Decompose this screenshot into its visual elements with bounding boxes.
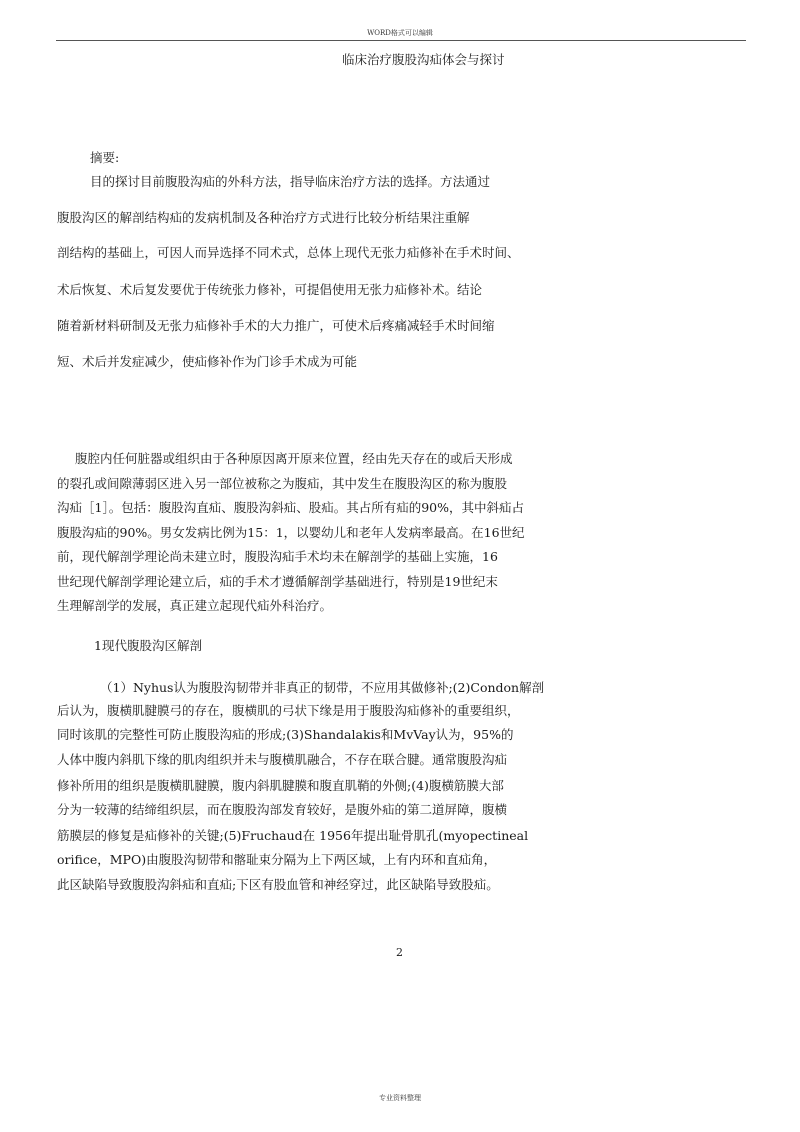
intro-line: 生理解剖学的发展，真正建立起现代疝外科治疗。 [57,598,333,613]
section-line: 此区缺陷导致腹股沟斜疝和直疝;下区有股血管和神经穿过，此区缺陷导致股疝。 [57,877,499,892]
section-line: 筋膜层的修复是疝修补的关键;(5)Fruchaud在 1956年提出耻骨肌孔(myopectineal [57,828,529,843]
section-line: 人体中腹内斜肌下缘的肌肉组织并未与腹横肌融合，不存在联合腱。通常腹股沟疝 [57,752,508,767]
intro-line: 前，现代解剖学理论尚未建立时，腹股沟疝手术均未在解剖学的基础上实施，16 [57,549,498,564]
header-note: WORD格式可以编辑 [367,29,433,37]
abstract-line: 术后恢复、术后复发要优于传统张力修补，可提倡使用无张力疝修补术。结论 [57,282,483,297]
section-line: 修补所用的组织是腹横肌腱膜，腹内斜肌腱膜和腹直肌鞘的外侧;(4)腹横筋膜大部 [57,778,504,793]
abstract-line: 腹股沟区的解剖结构疝的发病机制及各种治疗方式进行比较分析结果注重解 [57,210,470,225]
section-heading: 1现代腹股沟区解剖 [94,638,202,653]
intro-line: 沟疝［1］。包括：腹股沟直疝、腹股沟斜疝、股疝。其占所有疝的90%，其中斜疝占 [57,500,524,515]
abstract-line: 目的探讨目前腹股沟疝的外科方法，指导临床治疗方法的选择。方法通过 [90,174,491,189]
section-line: orifice，MPO)由腹股沟韧带和髂耻束分隔为上下两区域，上有内环和直疝角， [57,852,497,867]
abstract-line: 剖结构的基础上，可因人而异选择不同术式，总体上现代无张力疝修补在手术时间、 [57,245,520,260]
abstract-line: 随着新材料研制及无张力疝修补手术的大力推广，可使术后疼痛减轻手术时间缩 [57,318,495,333]
footer-note: 专业资料整理 [379,1094,421,1102]
intro-line: 腹股沟疝的90%。男女发病比例为15：1，以婴幼儿和老年人发病率最高。在16世纪 [57,525,525,540]
section-line: 同时该肌的完整性可防止腹股沟疝的形成;(3)Shandalakis和MvVay认为，95%的 [57,727,514,742]
abstract-label: 摘要: [90,150,120,165]
abstract-line: 短、术后并发症减少，使疝修补作为门诊手术成为可能 [57,354,358,369]
intro-line: 的裂孔或间隙薄弱区进入另一部位被称之为腹疝，其中发生在腹股沟区的称为腹股 [57,476,508,491]
page-title: 临床治疗腹股沟疝体会与探讨 [342,52,505,67]
page-number: 2 [396,946,403,959]
header-divider [56,40,746,41]
intro-line: 世纪现代解剖学理论建立后，疝的手术才遵循解剖学基础进行，特别是19世纪末 [57,574,498,589]
section-line: （1）Nyhus认为腹股沟韧带并非真正的韧带，不应用其做修补;(2)Condon解剖 [100,680,545,695]
section-line: 分为一较薄的结缔组织层，而在腹股沟部发育较好，是腹外疝的第二道屏障，腹横 [57,802,508,817]
intro-line: 腹腔内任何脏器或组织由于各种原因离开原来位置，经由先天存在的或后天形成 [75,451,513,466]
section-line: 后认为，腹横肌腱膜弓的存在，腹横肌的弓状下缘是用于腹股沟疝修补的重要组织， [57,703,520,718]
